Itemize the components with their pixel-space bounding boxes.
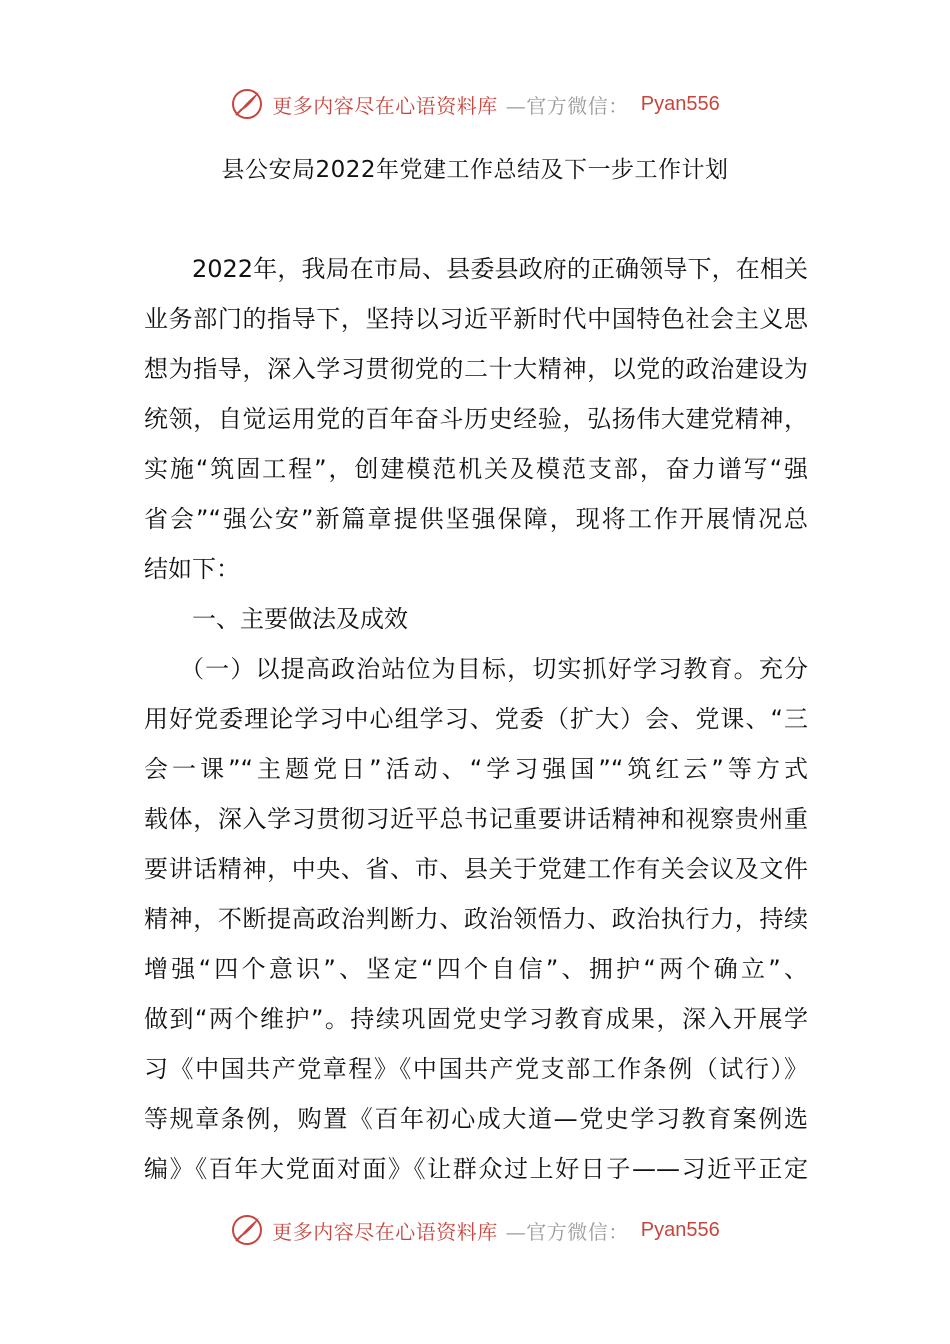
- body-line: 等规章条例，购置《百年初心成大道—党史学习教育案例选: [144, 1105, 808, 1133]
- body-line: 实施“筑固工程”，创建模范机关及模范支部，奋力谱写“强: [144, 455, 808, 483]
- body-line: 想为指导，深入学习贯彻党的二十大精神，以党的政治建设为: [144, 355, 808, 383]
- header-watermark-banner: [0, 84, 950, 124]
- banner-promo-text: 更多内容尽在心语资料库: [272, 93, 498, 118]
- document-body: [144, 244, 808, 1194]
- body-line: 用好党委理论学习中心组学习、党委（扩大）会、党课、“三: [144, 705, 808, 733]
- quill-logo-icon: [230, 87, 264, 121]
- body-line: 业务部门的指导下，坚持以习近平新时代中国特色社会主义思: [144, 305, 808, 333]
- banner-wechat-label: —官方微信：: [505, 93, 629, 118]
- body-line: 要讲话精神，中央、省、市、县关于党建工作有关会议及文件: [144, 855, 808, 883]
- body-line: （一）以提高政治站位为目标，切实抓好学习教育。充分: [180, 655, 808, 683]
- banner-wechat-label: —官方微信：: [505, 1219, 629, 1244]
- banner-promo-text: 更多内容尽在心语资料库: [272, 1219, 498, 1244]
- quill-logo-icon: [230, 1213, 264, 1247]
- footer-watermark-banner: [0, 1210, 950, 1250]
- section-heading: 一、主要做法及成效: [192, 605, 408, 633]
- body-line: 省会”“强公安”新篇章提供坚强保障，现将工作开展情况总: [144, 505, 808, 533]
- document-title: 县公安局2022年党建工作总结及下一步工作计划: [221, 157, 729, 183]
- body-line: 结如下：: [144, 555, 240, 583]
- body-line: 统领，自觉运用党的百年奋斗历史经验，弘扬伟大建党精神，: [144, 405, 808, 433]
- body-line: 编》《百年大党面对面》《让群众过上好日子——习近平正定: [144, 1155, 808, 1183]
- body-line: 载体，深入学习贯彻习近平总书记重要讲话精神和视察贵州重: [144, 805, 808, 833]
- body-line: 精神，不断提高政治判断力、政治领悟力、政治执行力，持续: [144, 905, 808, 933]
- banner-wechat-id: Pyan556: [640, 1218, 720, 1241]
- body-line: 2022年，我局在市局、县委县政府的正确领导下，在相关: [192, 255, 808, 283]
- body-line: 做到“两个维护”。持续巩固党史学习教育成果，深入开展学: [144, 1005, 808, 1033]
- body-line: 会一课”“主题党日”活动、“学习强国”“筑红云”等方式: [144, 755, 808, 783]
- body-line: 增强“四个意识”、坚定“四个自信”、拥护“两个确立”、: [144, 955, 808, 983]
- body-line: 习《中国共产党章程》《中国共产党支部工作条例（试行）》: [144, 1055, 808, 1083]
- banner-wechat-id: Pyan556: [640, 92, 720, 115]
